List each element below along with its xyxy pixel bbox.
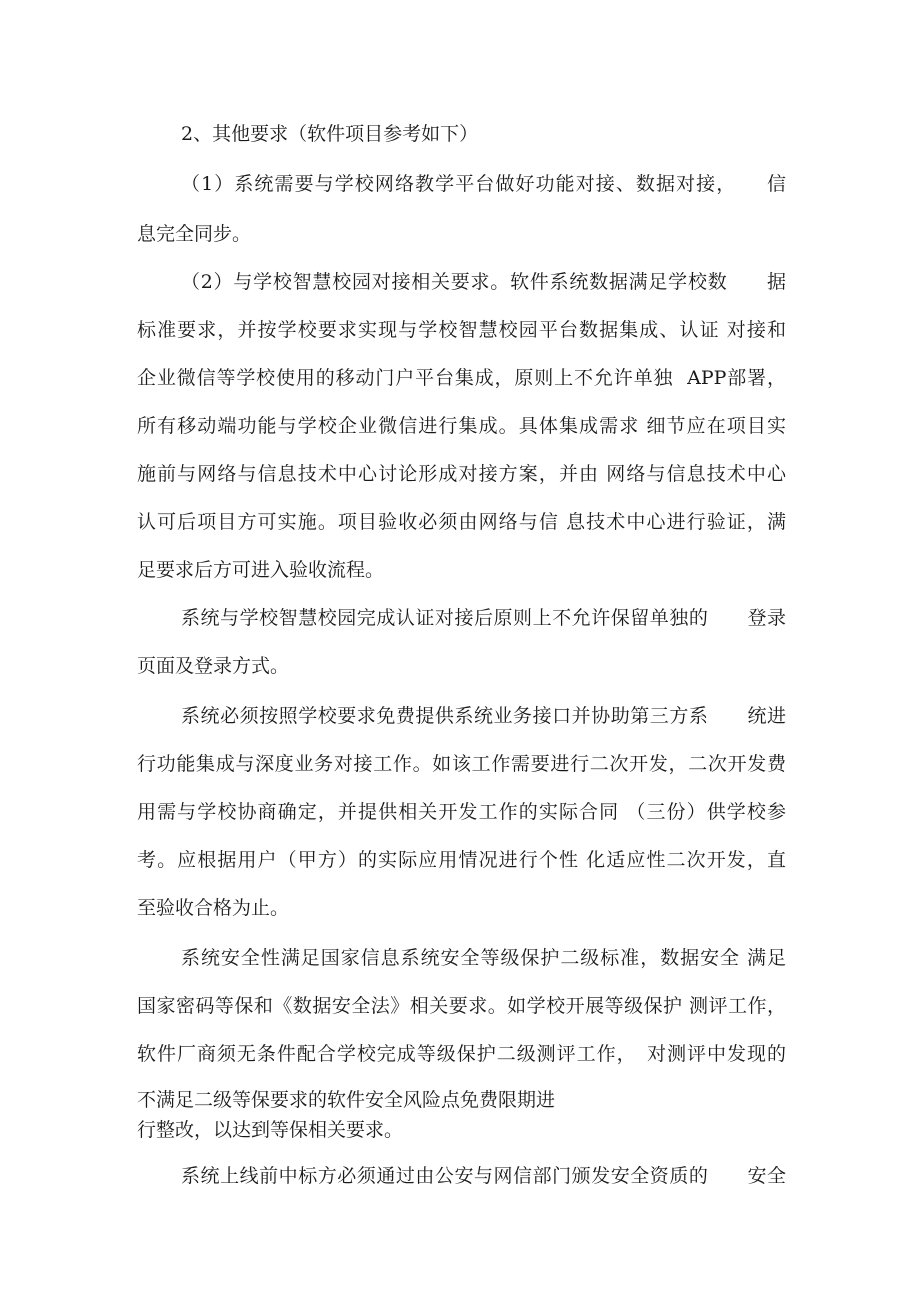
paragraph-5-line: 软件厂商须无条件配合学校完成等级保护二级测评工作， 对测评中发现的 (137, 1043, 786, 1065)
paragraph-3-line: 系统与学校智慧校园完成认证对接后原则上不允许保留单独的 登录 (181, 607, 786, 629)
paragraph-5-line: 行整改，以达到等保相关要求。 (137, 1119, 404, 1141)
paragraph-1-line: （1）系统需要与学校网络教学平台做好功能对接、数据对接， 信 (181, 173, 786, 195)
paragraph-2-line: 企业微信等学校使用的移动门户平台集成，原则上不允许单独 APP部署， (137, 367, 786, 389)
paragraph-4-line: 至验收合格为止。 (137, 897, 290, 919)
paragraph-6-line: 系统上线前中标方必须通过由公安与网信部门颁发安全资质的 安全 (181, 1165, 786, 1187)
paragraph-2-line: （2）与学校智慧校园对接相关要求。软件系统数据满足学校数 据 (181, 271, 786, 293)
paragraph-2-line: 标准要求，并按学校要求实现与学校智慧校园平台数据集成、认证 对接和 (137, 319, 786, 341)
paragraph-4-line: 考。应根据用户（甲方）的实际应用情况进行个性 化适应性二次开发，直 (137, 849, 786, 871)
paragraph-2-line: 认可后项目方可实施。项目验收必须由网络与信 息技术中心进行验证，满 (137, 511, 786, 533)
paragraph-5-line: 不满足二级等保要求的软件安全风险点免费限期进 (137, 1089, 556, 1111)
paragraph-4-line: 行功能集成与深度业务对接工作。如该工作需要进行二次开发，二次开发费 (137, 753, 786, 775)
paragraph-4-line: 系统必须按照学校要求免费提供系统业务接口并协助第三方系 统进 (181, 705, 786, 727)
section-heading: 2、其他要求（软件项目参考如下） (181, 123, 479, 145)
paragraph-5-line: 系统安全性满足国家信息系统安全等级保护二级标准，数据安全 满足 (181, 947, 786, 969)
paragraph-1-line: 息完全同步。 (137, 223, 252, 245)
paragraph-2-line: 施前与网络与信息技术中心讨论形成对接方案，并由 网络与信息技术中心 (137, 463, 786, 485)
paragraph-2-line: 所有移动端功能与学校企业微信进行集成。具体集成需求 细节应在项目实 (137, 415, 786, 437)
paragraph-3-line: 页面及登录方式。 (137, 655, 290, 677)
paragraph-2-line: 足要求后方可进入验收流程。 (137, 559, 385, 581)
paragraph-5-line: 国家密码等保和《数据安全法》相关要求。如学校开展等级保护 测评工作， (137, 995, 786, 1017)
paragraph-4-line: 用需与学校协商确定，并提供相关开发工作的实际合同 （三份）供学校参 (137, 801, 786, 823)
